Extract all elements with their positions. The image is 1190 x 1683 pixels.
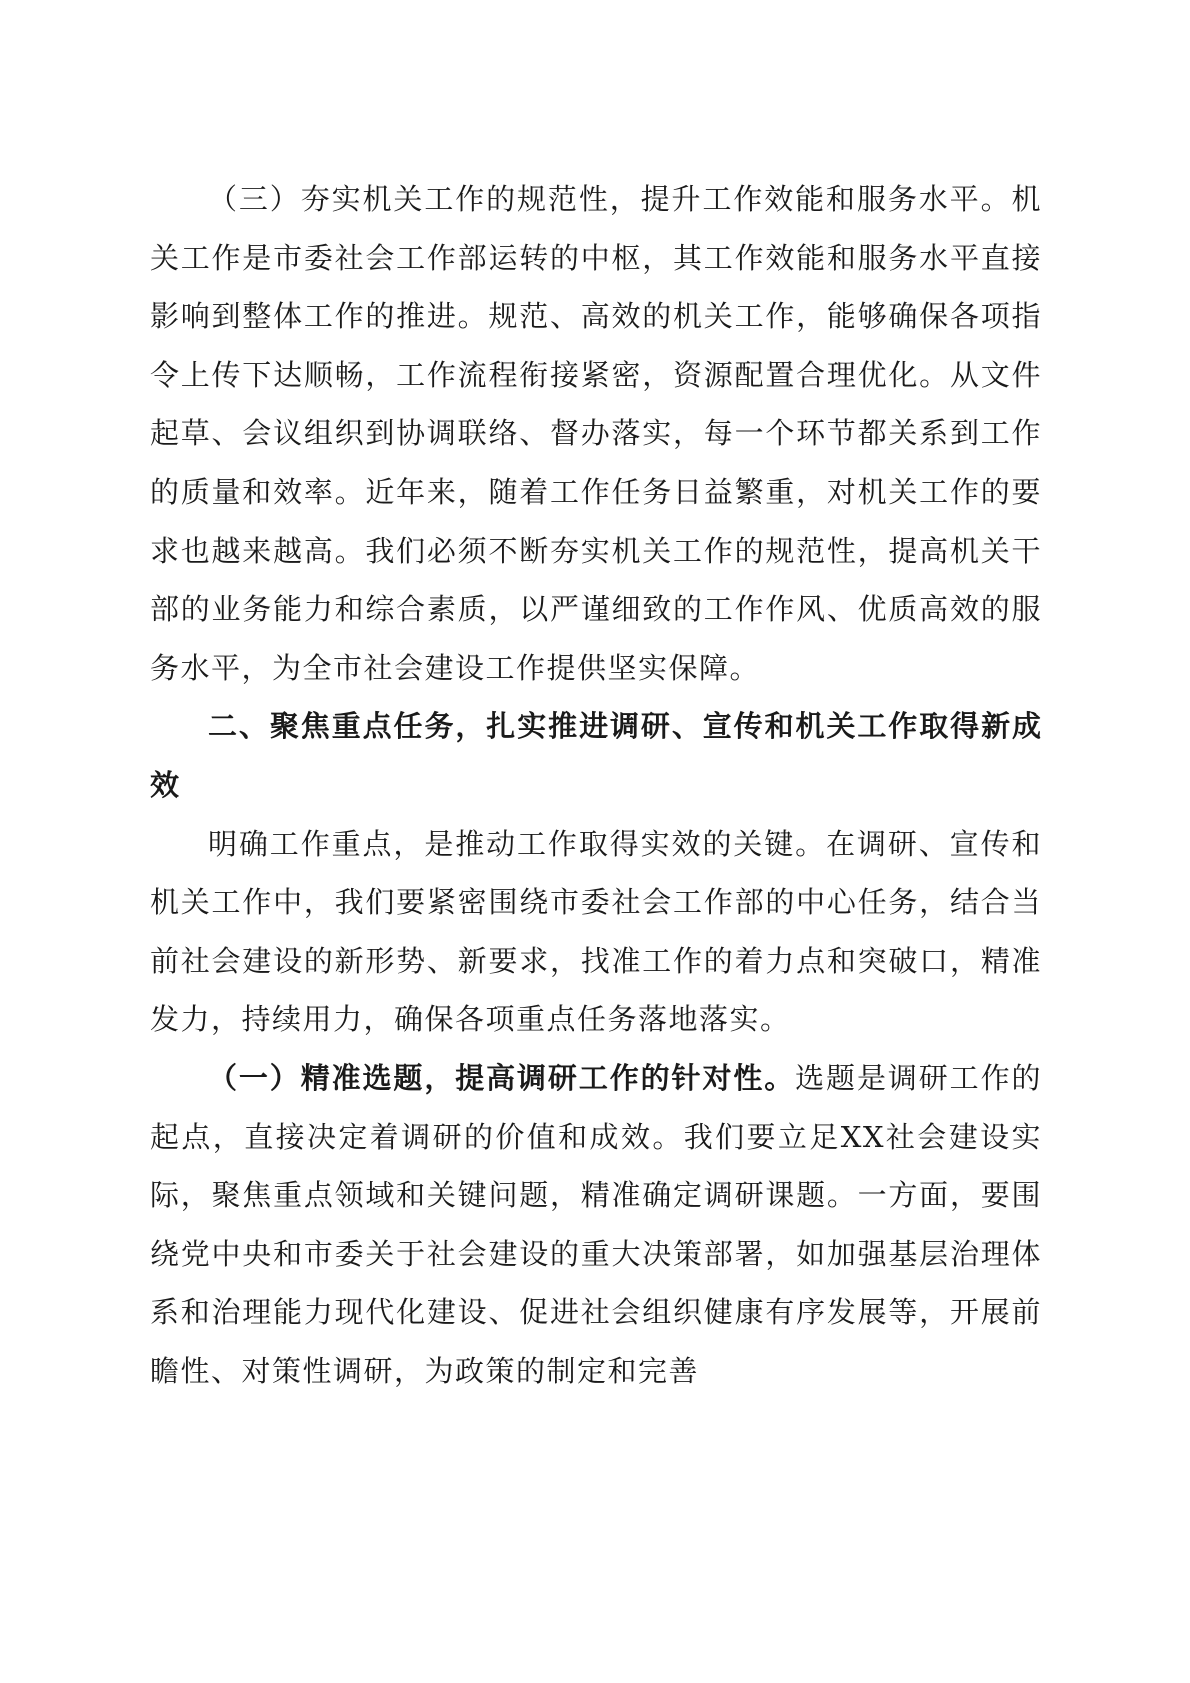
- section-1-paragraph: [150, 1049, 1042, 1401]
- section-3-body: 机关工作是市委社会工作部运转的中枢，其工作效能和服务水平直接影响到整体工作的推进。规范、高效的机关工作，能够确保各项指令上传下达顺畅，工作流程衔接紧密，资源配置合理优化。从文件起草、会议组织到协调联络、督办落实，每一个环节都关系到工作的质量和效率。近年来，随着工作任务日益繁重，对机关工作的要求也越来越高。我们必须不断夯实机关工作的规范性，提高机关干部的业务能力和综合素质，以严谨细致的工作作风、优质高效的服务水平，为全市社会建设工作提供坚实保障。: [150, 182, 1042, 685]
- heading-2: 二、聚焦重点任务，扎实推进调研、宣传和机关工作取得新成效: [150, 709, 1042, 802]
- section-1-title: （一）精准选题，提高调研工作的针对性。: [208, 1060, 796, 1095]
- section-1-body: 选题是调研工作的起点，直接决定着调研的价值和成效。我们要立足XX社会建设实际，聚焦重点领域和关键问题，精准确定调研课题。一方面，要围绕党中央和市委关于社会建设的重大决策部署，如加强基层治理体系和治理能力现代化建设、促进社会组织健康有序发展等，开展前瞻性、对策性调研，为政策的制定和完善: [150, 1060, 1042, 1388]
- intro-paragraph: 明确工作重点，是推动工作取得实效的关键。在调研、宣传和机关工作中，我们要紧密围绕市委社会工作部的中心任务，结合当前社会建设的新形势、新要求，找准工作的着力点和突破口，精准发力，持续用力，确保各项重点任务落地落实。: [150, 826, 1042, 1037]
- section-3-title: （三）夯实机关工作的规范性，提升工作效能和服务水平。: [208, 182, 1012, 216]
- document-page: [150, 170, 1042, 1400]
- section-3-paragraph: [150, 170, 1042, 697]
